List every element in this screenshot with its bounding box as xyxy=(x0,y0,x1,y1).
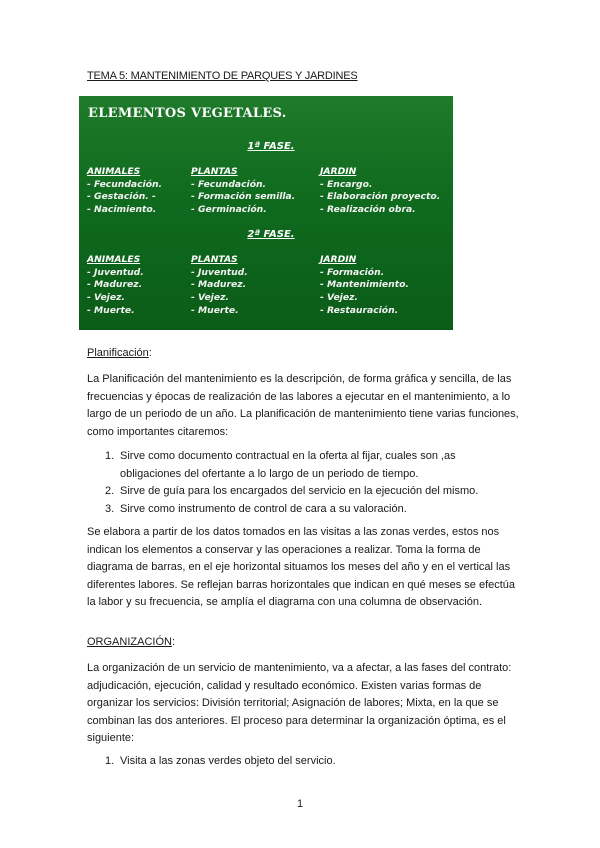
column-item: - Gestación. - xyxy=(87,191,156,203)
column-item: - Juventud. xyxy=(87,266,144,278)
column-item: - Elaboración proyecto. xyxy=(320,191,441,203)
document-title: TEMA 5: MANTENIMIENTO DE PARQUES Y JARDINES xyxy=(87,70,358,82)
column-item: - Encargo. xyxy=(320,178,373,190)
column-item: - Juventud. xyxy=(191,266,248,278)
organizacion-list xyxy=(87,753,519,771)
list-item xyxy=(87,448,519,483)
phase-1-animales-column xyxy=(87,166,162,217)
column-item: - Mantenimiento. xyxy=(320,279,409,291)
phase-2-jardin-column xyxy=(320,254,409,318)
column-header: JARDIN xyxy=(320,166,357,177)
column-header: JARDIN xyxy=(320,254,357,265)
list-item-text: Sirve como documento contractual en la oferta al fijar, cuales son ,as obligaciones del ofertante a lo largo de un periodo de tiempo. xyxy=(120,450,456,480)
column-item: - Vejez. xyxy=(320,292,358,304)
list-item xyxy=(87,753,519,771)
list-number: 1. xyxy=(105,450,115,462)
column-item: - Muerte. xyxy=(87,304,135,316)
list-item-text: Sirve como instrumento de control de cara a su valoración. xyxy=(120,502,407,515)
list-item xyxy=(87,483,519,501)
phase-1-label: 1ª FASE. xyxy=(247,141,295,152)
organizacion-paragraph: La organización de un servicio de mantenimiento, va a afectar, a las fases del contrato: adjudicación, ejecución, calidad y resultado económico. Existen varias formas de organizar los servicios: División territorial; Asignación de labores; Mixta, en la que se combinan las dos anteriores. El proceso para determinar la organización óptima, es el siguiente: xyxy=(87,662,512,745)
list-item-text: Sirve de guía para los encargados del servicio en la ejecución del mismo. xyxy=(120,485,479,498)
phase-1-jardin-column xyxy=(320,166,440,217)
planificacion-list xyxy=(87,448,519,518)
column-item: - Vejez. xyxy=(191,292,229,304)
column-header: PLANTAS xyxy=(191,254,238,265)
column-item: - Germinación. xyxy=(191,204,267,216)
planificacion-intro: La Planificación del mantenimiento es la descripción, de forma gráfica y sencilla, de las frecuencias y épocas de realización de las labores a ejecutar en el mantenimiento, a lo largo de un periodo de un año. La planificación de mantenimiento tiene varias funciones, como importantes citaremos: xyxy=(87,373,519,438)
list-number: 3. xyxy=(105,502,115,515)
column-item: - Restauración. xyxy=(320,304,399,316)
column-item: - Realización obra. xyxy=(320,204,416,216)
column-item: - Fecundación. xyxy=(87,178,163,190)
column-header: ANIMALES xyxy=(87,254,141,265)
elementos-vegetales-figure xyxy=(79,96,453,330)
organizacion-label-suffix: : xyxy=(171,636,176,648)
column-item: - Madurez. xyxy=(191,279,247,291)
column-item: - Vejez. xyxy=(87,292,125,304)
planificacion-label-suffix: : xyxy=(148,347,152,359)
phase-2-label: 2ª FASE. xyxy=(247,229,295,240)
column-item: - Madurez. xyxy=(87,279,143,291)
column-item: - Formación semilla. xyxy=(191,191,296,203)
column-item: - Fecundación. xyxy=(191,178,267,190)
list-number: 2. xyxy=(105,485,115,498)
list-item-text: Visita a las zonas verdes objeto del servicio. xyxy=(120,755,336,767)
list-item xyxy=(87,501,519,519)
page-number: 1 xyxy=(296,798,304,810)
figure-heading: ELEMENTOS VEGETALES. xyxy=(88,106,287,121)
planificacion-label: Planificación xyxy=(87,347,149,359)
column-item: - Nacimiento. xyxy=(87,204,157,216)
planificacion-heading xyxy=(87,347,152,359)
organizacion-heading xyxy=(87,636,175,648)
phase-2-plantas-column xyxy=(191,254,248,318)
planificacion-paragraph: Se elabora a partir de los datos tomados en las visitas a las zonas verdes, estos nos indican los elementos a conservar y las operaciones a realizar. Toma la forma de diagrama de barras, en el eje horizontal situamos los meses del año y en el vertical las diferentes labores. Se reflejan barras horizontales que indican en qué meses se efectúa la labor y su frecuencia, se amplía el diagrama con una columna de observación. xyxy=(87,526,516,609)
list-number: 1. xyxy=(105,755,115,767)
organizacion-label: ORGANIZACIÓN xyxy=(87,636,172,648)
column-item: - Muerte. xyxy=(191,304,239,316)
phase-1-plantas-column xyxy=(191,166,295,217)
phase-2-animales-column xyxy=(87,254,144,318)
column-header: ANIMALES xyxy=(87,166,141,177)
column-item: - Formación. xyxy=(320,266,385,278)
column-header: PLANTAS xyxy=(191,166,238,177)
